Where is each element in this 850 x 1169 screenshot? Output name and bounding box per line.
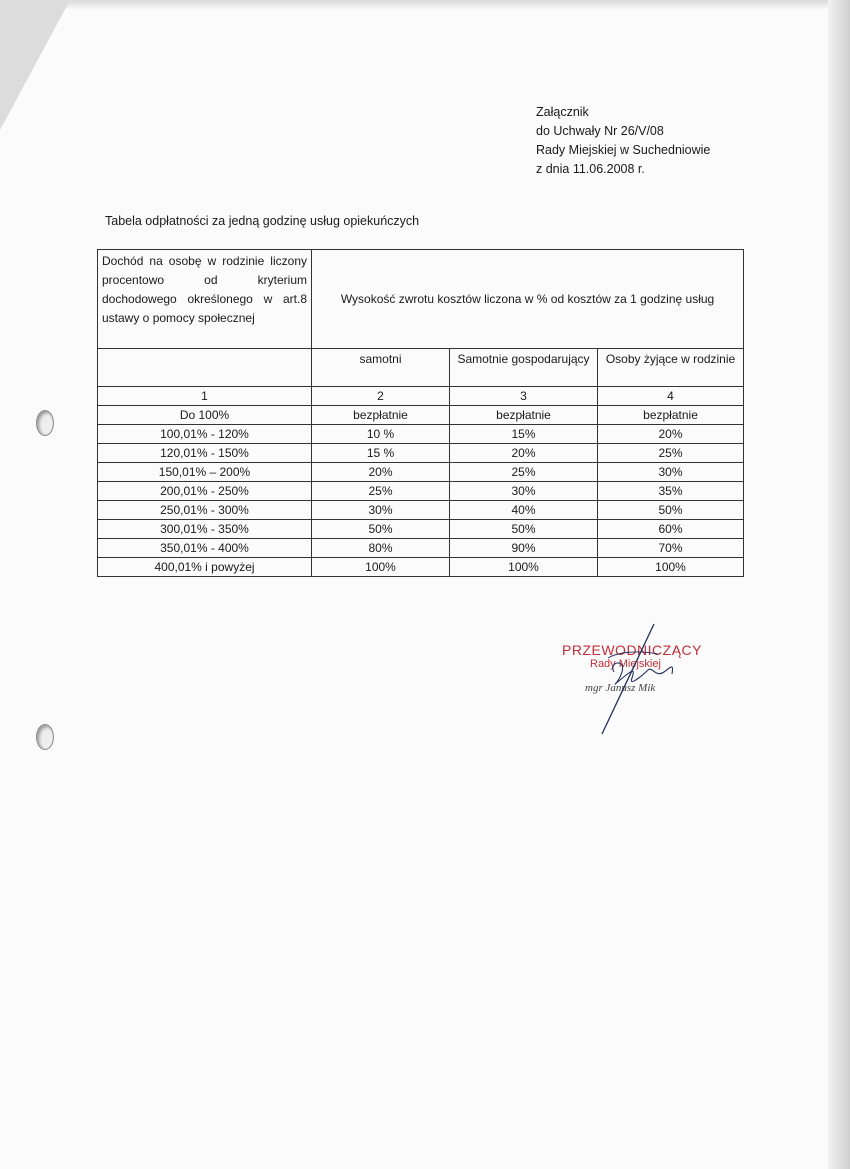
table-row	[98, 463, 744, 482]
column-number: 3	[450, 387, 598, 406]
fee-cell: 60%	[598, 520, 744, 539]
fee-cell: 80%	[312, 539, 450, 558]
table-subheader-row	[98, 349, 744, 387]
subheader-family: Osoby żyjące w rodzinie	[598, 349, 744, 387]
punch-hole-icon	[36, 410, 54, 436]
fee-cell: bezpłatnie	[450, 406, 598, 425]
fee-cell: bezpłatnie	[312, 406, 450, 425]
stamp-subtitle: Rady Miejskiej	[590, 658, 661, 670]
fee-cell: 70%	[598, 539, 744, 558]
column-number: 1	[98, 387, 312, 406]
scan-top-edge	[0, 0, 850, 10]
income-range-cell: 250,01% - 300%	[98, 501, 312, 520]
fee-cell: 40%	[450, 501, 598, 520]
income-range-cell: 350,01% - 400%	[98, 539, 312, 558]
resolution-date: z dnia 11.06.2008 r.	[536, 162, 645, 176]
attachment-header	[536, 103, 776, 179]
fee-cell: 50%	[450, 520, 598, 539]
income-range-cell: 100,01% - 120%	[98, 425, 312, 444]
fee-cell: 15%	[450, 425, 598, 444]
handwritten-signature-icon	[548, 622, 718, 737]
scan-right-edge	[828, 0, 850, 1169]
fee-cell: bezpłatnie	[598, 406, 744, 425]
refund-header: Wysokość zwrotu kosztów liczona w % od kosztów za 1 godzinę usług	[312, 250, 744, 349]
fee-cell: 25%	[598, 444, 744, 463]
income-range-cell: Do 100%	[98, 406, 312, 425]
column-number: 4	[598, 387, 744, 406]
column-number-row	[98, 387, 744, 406]
fee-cell: 100%	[312, 558, 450, 577]
table-row	[98, 482, 744, 501]
fee-cell: 15 %	[312, 444, 450, 463]
table-row	[98, 406, 744, 425]
table-row	[98, 501, 744, 520]
income-range-cell: 300,01% - 350%	[98, 520, 312, 539]
fee-cell: 35%	[598, 482, 744, 501]
attachment-label: Załącznik	[536, 105, 589, 119]
empty-header-cell	[98, 349, 312, 387]
income-range-cell: 120,01% - 150%	[98, 444, 312, 463]
fee-cell: 100%	[598, 558, 744, 577]
fee-cell: 10 %	[312, 425, 450, 444]
fee-cell: 30%	[450, 482, 598, 501]
fee-cell: 25%	[312, 482, 450, 501]
fee-cell: 20%	[450, 444, 598, 463]
subheader-single-household: Samotnie gospodarujący	[450, 349, 598, 387]
fee-cell: 100%	[450, 558, 598, 577]
table-title: Tabela odpłatności za jedną godzinę usług opiekuńczych	[105, 214, 420, 228]
table-row	[98, 520, 744, 539]
fee-cell: 20%	[598, 425, 744, 444]
fee-cell: 50%	[312, 520, 450, 539]
table-row	[98, 425, 744, 444]
punch-hole-icon	[36, 724, 54, 750]
fee-cell: 25%	[450, 463, 598, 482]
fee-cell: 30%	[312, 501, 450, 520]
table-row	[98, 539, 744, 558]
fee-cell: 90%	[450, 539, 598, 558]
fee-cell: 50%	[598, 501, 744, 520]
table-row	[98, 558, 744, 577]
table-header-row	[98, 250, 744, 349]
fee-table	[97, 249, 744, 577]
income-range-cell: 200,01% - 250%	[98, 482, 312, 501]
table-row	[98, 444, 744, 463]
income-header: Dochód na osobę w rodzinie liczony procentowo od kryterium dochodowego określonego w art.8 ustawy o pomocy społecznej	[98, 250, 312, 349]
income-range-cell: 400,01% i powyżej	[98, 558, 312, 577]
stamp-title: PRZEWODNICZĄCY	[562, 642, 702, 658]
fee-cell: 20%	[312, 463, 450, 482]
subheader-single: samotni	[312, 349, 450, 387]
column-number: 2	[312, 387, 450, 406]
resolution-number: do Uchwały Nr 26/V/08	[536, 124, 664, 138]
council-name: Rady Miejskiej w Suchedniowie	[536, 143, 711, 157]
fee-cell: 30%	[598, 463, 744, 482]
income-range-cell: 150,01% – 200%	[98, 463, 312, 482]
stamp-name: mgr Janusz Mik	[585, 682, 656, 694]
scan-folded-corner	[0, 0, 70, 130]
